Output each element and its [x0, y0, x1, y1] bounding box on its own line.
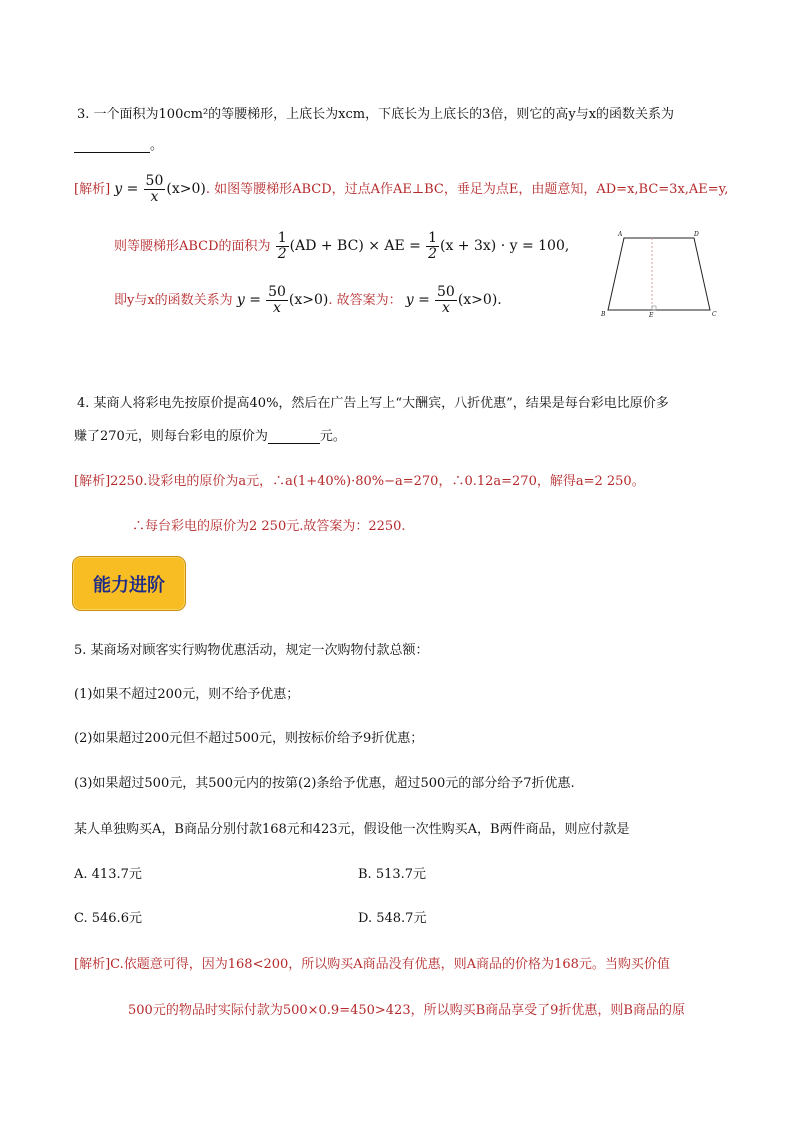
- fraction-numerator-2: 50: [268, 284, 286, 300]
- answer-5-line-2: 500元的物品时实际付款为500×0.9=450>423，所以购买B商品享受了9折优惠，则B商品的原: [128, 1003, 685, 1018]
- label-b: B: [601, 311, 606, 318]
- question-3-line-1: 3. 一个面积为100cm²的等腰梯形，上底长为xcm，下底长为上底长的3倍，则它的高y与x的函数关系为: [77, 107, 675, 122]
- relation-intro: 即y与x的函数关系为: [114, 293, 233, 308]
- section-badge: [72, 556, 186, 611]
- label-a: A: [618, 231, 623, 238]
- label-e: E: [649, 312, 654, 319]
- fraction-one-half: [276, 231, 289, 262]
- trapezoid-outline: [608, 238, 710, 310]
- half-numerator: 1: [277, 230, 287, 246]
- answer-3-text: . 如图等腰梯形ABCD，过点A作AE⊥BC，垂足为点E，由题意知，AD=x,BC=3x,AE=y,: [205, 182, 729, 197]
- question-5-rule-2: (2)如果超过200元但不超过500元，则按标价给予9折优惠；: [74, 731, 424, 746]
- analysis-tag: [解析]: [74, 182, 111, 197]
- question-4-line-2: [74, 425, 346, 444]
- fraction-denominator: x: [150, 189, 159, 205]
- domain-condition: (x>0): [166, 181, 206, 197]
- question-4-stem: 赚了270元，则每台彩电的原价为: [74, 429, 268, 444]
- domain-condition-2: (x>0): [288, 292, 329, 308]
- answer-label: . 故答案为：: [328, 293, 402, 308]
- fraction-one-half-2: [426, 231, 439, 262]
- option-d[interactable]: D. 548.7元: [358, 911, 427, 926]
- label-c: C: [712, 311, 717, 318]
- section-title: 能力进阶: [93, 575, 165, 596]
- fraction-denominator-2: x: [273, 300, 281, 316]
- question-4-unit: 元。: [319, 429, 346, 444]
- fraction-50-over-x: [144, 174, 166, 205]
- equation-y-3: y =: [405, 292, 430, 308]
- option-b[interactable]: B. 513.7元: [358, 867, 427, 882]
- area-equation: (x + 3x) · y = 100,: [439, 238, 570, 254]
- area-formula: (AD + BC) × AE =: [289, 238, 421, 254]
- half-numerator-2: 1: [428, 230, 437, 246]
- fraction-numerator: 50: [145, 173, 164, 189]
- equation-y: y =: [114, 181, 139, 197]
- trapezoid-figure: [596, 228, 722, 320]
- right-angle-mark: [652, 306, 656, 310]
- answer-blank-4: [268, 429, 320, 444]
- question-5-rule-1: (1)如果不超过200元，则不给予优惠；: [74, 687, 300, 702]
- question-5-line-1: 5. 某商场对顾客实行购物优惠活动，规定一次购物付款总额：: [74, 643, 429, 658]
- half-denominator-2: 2: [428, 246, 437, 262]
- answer-4-line-1: [解析]2250.设彩电的原价为a元，∴a(1+40%)·80%−a=270，∴0.12a=270，解得a=2 250。: [74, 474, 645, 489]
- answer-5-line-1: [解析]C.依题意可得，因为168<200，所以购买A商品没有优惠，则A商品的价格为168元。当购买价值: [74, 957, 670, 972]
- question-4-line-1: 4. 某商人将彩电先按原价提高40%，然后在广告上写上“大酬宾，八折优惠”，结果是每台彩电比原价多: [77, 396, 669, 411]
- fraction-denominator-3: x: [441, 300, 450, 316]
- equation-y-2: y =: [236, 292, 261, 308]
- question-5-rule-3: (3)如果超过500元，其500元内的按第(2)条给予优惠，超过500元的部分给予7折优惠.: [74, 776, 575, 791]
- option-a[interactable]: A. 413.7元: [74, 867, 142, 882]
- answer-3-line-1: [74, 174, 728, 205]
- answer-blank: [74, 138, 150, 153]
- half-denominator: 2: [277, 246, 287, 262]
- fraction-50-over-x-3: [435, 285, 457, 316]
- answer-3-line-2: [114, 231, 569, 262]
- answer-3-line-3: [114, 285, 502, 316]
- answer-3-period: .: [497, 292, 502, 308]
- option-c[interactable]: C. 546.6元: [74, 911, 142, 926]
- area-intro: 则等腰梯形ABCD的面积为: [114, 239, 271, 254]
- fraction-50-over-x-2: [266, 285, 288, 316]
- question-3-line-2: [74, 134, 163, 153]
- domain-condition-3: (x>0): [457, 292, 498, 308]
- answer-4-line-2: ∴每台彩电的原价为2 250元.故答案为：2250.: [132, 519, 406, 534]
- fraction-numerator-3: 50: [437, 284, 455, 300]
- question-3-end: 。: [150, 138, 164, 153]
- label-d: D: [694, 231, 699, 238]
- question-5-stem: 某人单独购买A，B商品分别付款168元和423元，假设他一次性购买A，B两件商品，则应付款是: [74, 822, 630, 837]
